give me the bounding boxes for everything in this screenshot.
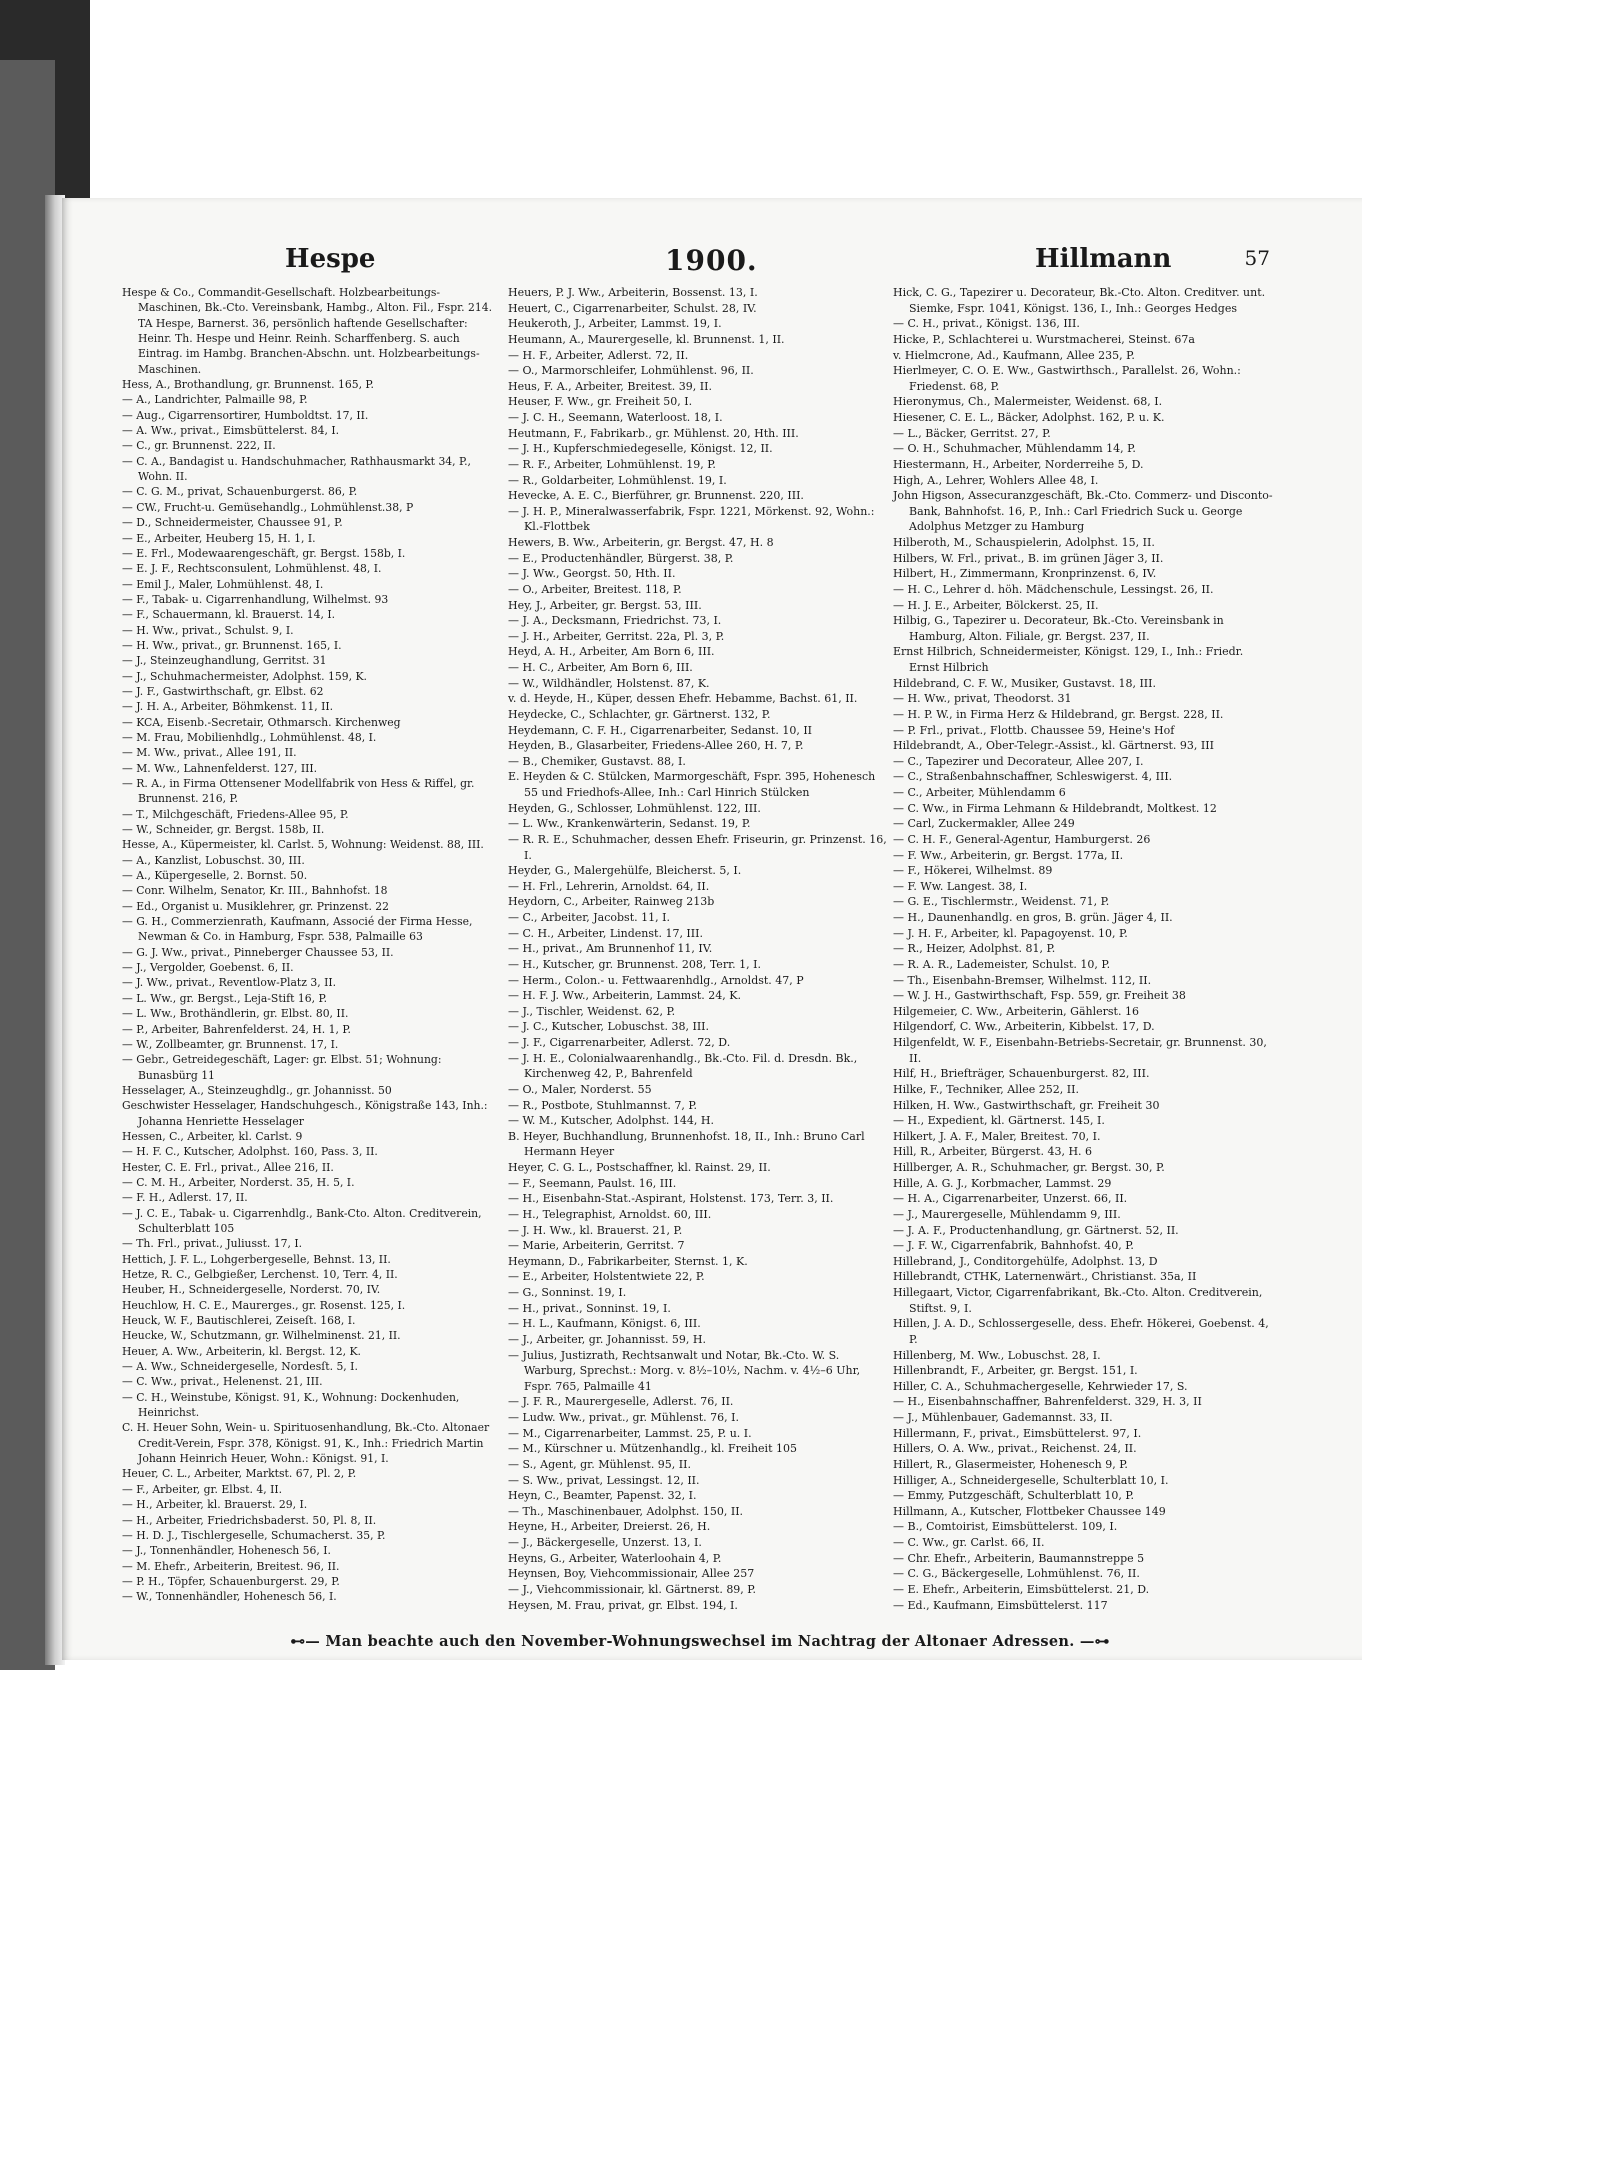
directory-entry: — H. A., Cigarrenarbeiter, Unzerst. 66, II. — [893, 1192, 1128, 1206]
directory-entry: — J., Maurergeselle, Mühlendamm 9, III. — [893, 1207, 1121, 1221]
directory-entry: — F., Arbeiter, gr. Elbst. 4, II. — [122, 1482, 283, 1496]
directory-entry: — P., Arbeiter, Bahrenfelderst. 24, H. 1, P. — [122, 1022, 351, 1036]
directory-entry: Heuer, A. Ww., Arbeiterin, kl. Bergst. 12, K. — [122, 1344, 361, 1358]
directory-entry: Hessen, C., Arbeiter, kl. Carlst. 9 — [122, 1129, 303, 1143]
directory-entry: Heynsen, Boy, Viehcommissionair, Allee 257 — [508, 1567, 755, 1581]
directory-entry: — J. H. A., Arbeiter, Böhmkenst. 11, II. — [122, 700, 334, 714]
directory-entry: — F. Ww. Langest. 38, I. — [893, 879, 1028, 893]
directory-entry: — H. J. E., Arbeiter, Bölckerst. 25, II. — [893, 598, 1099, 612]
directory-entry: Hilbig, G., Tapezirer u. Decorateur, Bk.-Cto. Vereinsbank in Hamburg, Alton. Filiale, gr. Bergst. 237, II. — [893, 614, 1224, 643]
directory-entry: — J. H. P., Mineralwasserfabrik, Fspr. 1221, Mörkenst. 92, Wohn.: Kl.-Flottbek — [508, 504, 875, 534]
directory-entry: — F. Ww., Arbeiterin, gr. Bergst. 177a, II. — [893, 848, 1124, 862]
directory-entry: Hilgendorf, C. Ww., Arbeiterin, Kibbelst. 17, D. — [893, 1020, 1155, 1034]
directory-entry: Hesse, A., Küpermeister, kl. Carlst. 5, Wohnung: Weidenst. 88, III. — [122, 838, 484, 852]
directory-entry: — L. Ww., gr. Bergst., Leja-Stift 16, P. — [122, 991, 327, 1005]
directory-entry: Hettich, J. F. L., Lohgerbergeselle, Behnst. 13, II. — [122, 1252, 391, 1266]
directory-entry: — M., Cigarrenarbeiter, Lammst. 25, P. u. I. — [508, 1426, 752, 1440]
directory-entry: Heyn, C., Beamter, Papenst. 32, I. — [508, 1489, 697, 1503]
directory-entry: — C., Tapezirer und Decorateur, Allee 207, I. — [893, 754, 1144, 768]
directory-entry: — Gebr., Getreidegeschäft, Lager: gr. Elbst. 51; Wohnung: Bunasbürg 11 — [122, 1053, 442, 1082]
directory-entry: Hiller, C. A., Schuhmachergeselle, Kehrwieder 17, S. — [893, 1379, 1188, 1393]
directory-entry: — Emmy, Putzgeschäft, Schulterblatt 10, P. — [893, 1489, 1135, 1503]
directory-entry: — B., Chemiker, Gustavst. 88, I. — [508, 754, 686, 768]
directory-entry: — H., Arbeiter, kl. Brauerst. 29, I. — [122, 1498, 308, 1512]
directory-entry: — H., Telegraphist, Arnoldst. 60, III. — [508, 1207, 712, 1221]
directory-entry: — W., Schneider, gr. Bergst. 158b, II. — [122, 823, 325, 837]
directory-entry: — J., Steinzeughandlung, Gerritst. 31 — [122, 654, 327, 668]
directory-entry: — A., Landrichter, Palmaille 98, P. — [122, 393, 308, 407]
directory-entry: — R., Goldarbeiter, Lohmühlenst. 19, I. — [508, 473, 727, 487]
directory-entry: — R. F., Arbeiter, Lohmühlenst. 19, P. — [508, 457, 716, 471]
directory-entry: — M. Frau, Mobilienhdlg., Lohmühlenst. 48, I. — [122, 730, 377, 744]
directory-entry: Hesselager, A., Steinzeughdlg., gr. Johannisst. 50 — [122, 1083, 392, 1097]
directory-entry: Hilliger, A., Schneidergeselle, Schulterblatt 10, I. — [893, 1473, 1169, 1487]
directory-entry: — C. M. H., Arbeiter, Norderst. 35, H. 5, I. — [122, 1175, 355, 1189]
directory-entry: — C. G., Bäckergeselle, Lohmühlenst. 76, II. — [893, 1567, 1140, 1581]
directory-entry: Heyden, G., Schlosser, Lohmühlenst. 122, III. — [508, 801, 761, 815]
directory-entry: — G. H., Commerzienrath, Kaufmann, Associé der Firma Hesse, Newman & Co. in Hamburg, Fspr. 538, Palmaille 63 — [122, 915, 473, 944]
directory-entry: Heyne, H., Arbeiter, Dreierst. 26, H. — [508, 1520, 711, 1534]
directory-entry: — H. F. J. Ww., Arbeiterin, Lammst. 24, K. — [508, 989, 741, 1003]
directory-entry: Heucke, W., Schutzmann, gr. Wilhelminenst. 21, II. — [122, 1329, 401, 1343]
directory-entry: — Julius, Justizrath, Rechtsanwalt und Notar, Bk.-Cto. W. S. Warburg, Sprechst.: Morg. v. 8½–10½, Nachm. v. 4½–6 Uhr, Fspr. 765, Palmaille 41 — [508, 1348, 861, 1393]
directory-entry: — C. Ww., in Firma Lehmann & Hildebrandt, Moltkest. 12 — [893, 801, 1217, 815]
directory-entry: — C. Ww., gr. Carlst. 66, II. — [893, 1536, 1045, 1549]
column-2 — [508, 285, 888, 1613]
directory-entry: — M. Ww., privat., Allee 191, II. — [122, 746, 297, 760]
directory-entry: — M., Kürschner u. Mützenhandlg., kl. Freiheit 105 — [508, 1442, 797, 1456]
directory-entry: — H., privat., Sonninst. 19, I. — [508, 1301, 671, 1315]
directory-entry: — G. E., Tischlermstr., Weidenst. 71, P. — [893, 895, 1110, 909]
directory-entry: — Chr. Ehefr., Arbeiterin, Baumannstreppe 5 — [893, 1551, 1145, 1565]
directory-entry: — R. A., in Firma Ottensener Modellfabrik von Hess & Riffel, gr. Brunnenst. 216, P. — [122, 777, 475, 806]
directory-entry: John Higson, Assecuranzgeschäft, Bk.-Cto. Commerz- und Disconto-Bank, Bahnhofst. 16, P., Inh.: Carl Friedrich Suck u. George Adolphus Metzger zu Hamburg — [893, 489, 1273, 534]
directory-entry: Hillermann, F., privat., Eimsbüttelerst. 97, I. — [893, 1426, 1142, 1440]
directory-entry: — H. D. J., Tischlergeselle, Schumacherst. 35, P. — [122, 1528, 386, 1542]
directory-entry: — H., Daunenhandlg. en gros, B. grün. Jäger 4, II. — [893, 911, 1173, 924]
directory-entry: — J. F., Cigarrenarbeiter, Adlerst. 72, D. — [508, 1036, 731, 1049]
directory-entry: — A., Kanzlist, Lobuschst. 30, III. — [122, 853, 305, 867]
directory-entry: — E. J. F., Rechtsconsulent, Lohmühlenst. 48, I. — [122, 562, 382, 576]
directory-entry: — C. H., privat., Königst. 136, III. — [893, 317, 1080, 331]
directory-entry: — J., Bäckergeselle, Unzerst. 13, I. — [508, 1536, 702, 1549]
directory-entry: E. Heyden & C. Stülcken, Marmorgeschäft, Fspr. 395, Hohenesch 55 und Friedhofs-Allee, Inh.: Carl Hinrich Stülcken — [508, 770, 876, 799]
directory-entry: Hilgenfeldt, W. F., Eisenbahn-Betriebs-Secretair, gr. Brunnenst. 30, II. — [893, 1036, 1267, 1065]
directory-entry: — M. Ww., Lahnenfelderst. 127, III. — [122, 761, 318, 775]
directory-entry: — H. Ww., privat., gr. Brunnenst. 165, I. — [122, 638, 342, 652]
directory-entry: — F., Schauermann, kl. Brauerst. 14, I. — [122, 608, 336, 622]
directory-entry: — J. A., Decksmann, Friedrichst. 73, I. — [508, 614, 722, 628]
directory-entry: — J. H., Kupferschmiedegeselle, Königst. 12, II. — [508, 442, 773, 456]
directory-entry: — R. A. R., Lademeister, Schulst. 10, P. — [893, 957, 1111, 971]
directory-entry: — J. F., Gastwirthschaft, gr. Elbst. 62 — [122, 684, 324, 698]
directory-entry: — O., Maler, Norderst. 55 — [508, 1082, 652, 1096]
directory-entry: — E., Productenhändler, Bürgerst. 38, P. — [508, 551, 734, 565]
directory-entry: — F., Seemann, Paulst. 16, III. — [508, 1176, 677, 1190]
directory-entry: — Th., Maschinenbauer, Adolphst. 150, II. — [508, 1504, 744, 1518]
directory-entry: Hillegaart, Victor, Cigarrenfabrikant, Bk.-Cto. Alton. Creditverein, Stiftst. 9, I. — [893, 1286, 1263, 1315]
directory-entry: — J. C., Kutscher, Lobuschst. 38, III. — [508, 1020, 710, 1034]
directory-entry: — L. Ww., Brothändlerin, gr. Elbst. 80, II. — [122, 1007, 349, 1021]
directory-entry: — J. H. F., Arbeiter, kl. Papagoyenst. 10, P. — [893, 926, 1128, 940]
directory-entry: Hillebrandt, CTHK, Laternenwärt., Christianst. 35a, II — [893, 1270, 1197, 1284]
directory-entry: Heuser, F. Ww., gr. Freiheit 50, I. — [508, 395, 693, 409]
directory-entry: — B., Comtoirist, Eimsbüttelerst. 109, I. — [893, 1520, 1118, 1534]
directory-entry: — H., Arbeiter, Friedrichsbaderst. 50, Pl. 8, II. — [122, 1513, 377, 1527]
directory-entry: — Aug., Cigarrensortirer, Humboldtst. 17, II. — [122, 408, 369, 422]
directory-entry: — Carl, Zuckermakler, Allee 249 — [893, 817, 1075, 831]
header-left-keyword: Hespe — [285, 244, 376, 274]
directory-entry: Hilkert, J. A. F., Maler, Breitest. 70, I. — [893, 1129, 1101, 1143]
directory-entry: Hilbers, W. Frl., privat., B. im grünen Jäger 3, II. — [893, 551, 1164, 565]
directory-entry: — J., Arbeiter, gr. Johannisst. 59, H. — [508, 1332, 707, 1346]
directory-entry: — C., Arbeiter, Mühlendamm 6 — [893, 786, 1066, 799]
directory-entry: — A. Ww., privat., Eimsbüttelerst. 84, I. — [122, 424, 340, 438]
directory-entry: — H. Frl., Lehrerin, Arnoldst. 64, II. — [508, 879, 710, 893]
directory-entry: Hildebrandt, A., Ober-Telegr.-Assist., kl. Gärtnerst. 93, III — [893, 739, 1214, 753]
directory-entry: — E. Ehefr., Arbeiterin, Eimsbüttelerst. 21, D. — [893, 1582, 1150, 1596]
page-header — [120, 244, 1270, 278]
directory-entry: — P. H., Töpfer, Schauenburgerst. 29, P. — [122, 1574, 340, 1588]
directory-entry: Hilf, H., Briefträger, Schauenburgerst. 82, III. — [893, 1067, 1150, 1081]
directory-entry: Hille, A. G. J., Korbmacher, Lammst. 29 — [893, 1176, 1112, 1190]
directory-entry: — Marie, Arbeiterin, Gerritst. 7 — [508, 1239, 685, 1253]
directory-entry: — C., Straßenbahnschaffner, Schleswigerst. 4, III. — [893, 770, 1173, 784]
directory-entry: — G. J. Ww., privat., Pinneberger Chaussee 53, II. — [122, 945, 394, 959]
footer-ornament-left: ⊷— — [290, 1633, 321, 1650]
directory-entry: — R., Heizer, Adolphst. 81, P. — [893, 942, 1056, 956]
directory-entry: — H., Eisenbahn-Stat.-Aspirant, Holstenst. 173, Terr. 3, II. — [508, 1192, 834, 1206]
directory-entry: B. Heyer, Buchhandlung, Brunnenhofst. 18, II., Inh.: Bruno Carl Hermann Heyer — [508, 1129, 865, 1159]
directory-entry: Heuert, C., Cigarrenarbeiter, Schulst. 28, IV. — [508, 301, 757, 315]
directory-entry: — C. H. F., General-Agentur, Hamburgerst. 26 — [893, 832, 1151, 846]
directory-entry: — E. Frl., Modewaarengeschäft, gr. Bergst. 158b, I. — [122, 546, 406, 560]
directory-entry: Hill, R., Arbeiter, Bürgerst. 43, H. 6 — [893, 1145, 1093, 1159]
directory-entry: Hiestermann, H., Arbeiter, Norderreihe 5, D. — [893, 457, 1144, 471]
directory-entry: — J., Tischler, Weidenst. 62, P. — [508, 1004, 676, 1018]
directory-entry: Hieronymus, Ch., Malermeister, Weidenst. 68, I. — [893, 395, 1163, 409]
directory-entry: C. H. Heuer Sohn, Wein- u. Spirituosenhandlung, Bk.-Cto. Altonaer Credit-Verein, Fspr. 378, Königst. 91, K., Inh.: Friedrich Martin Johann Heinrich Heuer, Wohn.: Königst. 91, I. — [122, 1421, 490, 1466]
directory-entry: Heyd, A. H., Arbeiter, Am Born 6, III. — [508, 645, 715, 659]
directory-entry: Hilberoth, M., Schauspielerin, Adolphst. 15, II. — [893, 536, 1155, 549]
directory-entry: Hillmann, A., Kutscher, Flottbeker Chaussee 149 — [893, 1504, 1166, 1518]
directory-entry: Hierlmeyer, C. O. E. Ww., Gastwirthsch., Parallelst. 26, Wohn.: Friedenst. 68, P. — [893, 364, 1241, 393]
directory-entry: Heymann, D., Fabrikarbeiter, Sternst. 1, K. — [508, 1254, 748, 1268]
directory-entry: — W. M., Kutscher, Adolphst. 144, H. — [508, 1114, 714, 1128]
directory-entry: Heyden, B., Glasarbeiter, Friedens-Allee 260, H. 7, P. — [508, 739, 804, 753]
directory-entry: Hespe & Co., Commandit-Gesellschaft. Holzbearbeitungs-Maschinen, Bk.-Cto. Vereinsbank, Hambg., Alton. Fil., Fspr. 214. TA Hespe, Barnerst. 36, persönlich haftende Gesellschafter: Heinr. Th. Hespe und Heinr. Reinh. Scharffenberg. S. auch Eintrag. im Hambg. Branchen-Abschn. unt. Holzbearbeitungs-Maschinen. — [122, 286, 493, 376]
directory-entry: — P. Frl., privat., Flottb. Chaussee 59, Heine's Hof — [893, 723, 1175, 737]
directory-entry: Hevecke, A. E. C., Bierführer, gr. Brunnenst. 220, III. — [508, 489, 804, 503]
directory-entry: — C. G. M., privat, Schauenburgerst. 86, P. — [122, 485, 358, 499]
directory-entry: Heuer, C. L., Arbeiter, Marktst. 67, Pl. 2, P. — [122, 1467, 357, 1481]
directory-entry: Hicke, P., Schlachterei u. Wurstmacherei, Steinst. 67a — [893, 332, 1195, 346]
directory-entry: Heysen, M. Frau, privat, gr. Elbst. 194, I. — [508, 1598, 738, 1612]
directory-entry: — H. C., Arbeiter, Am Born 6, III. — [508, 661, 693, 674]
directory-entry: — A., Küpergeselle, 2. Bornst. 50. — [122, 869, 308, 883]
directory-entry: — O. H., Schuhmacher, Mühlendamm 14, P. — [893, 442, 1136, 456]
directory-entry: Hick, C. G., Tapezirer u. Decorateur, Bk.-Cto. Alton. Creditver. unt. Siemke, Fspr. 1041, Königst. 136, I., Inh.: Georges Hedges — [893, 286, 1266, 315]
directory-entry: — W. J. H., Gastwirthschaft, Fsp. 559, gr. Freiheit 38 — [893, 989, 1186, 1003]
directory-entry: — R., Postbote, Stuhlmannst. 7, P. — [508, 1098, 698, 1112]
directory-entry: Ernst Hilbrich, Schneidermeister, Königst. 129, I., Inh.: Friedr. Ernst Hilbrich — [893, 645, 1244, 674]
directory-entry: — F., Hökerei, Wilhelmst. 89 — [893, 864, 1053, 878]
directory-entry: — Emil J., Maler, Lohmühlenst. 48, I. — [122, 577, 324, 591]
directory-entry: — A. Ww., Schneidergeselle, Nordesſt. 5, I. — [122, 1360, 358, 1374]
directory-entry: — S. Ww., privat, Lessingst. 12, II. — [508, 1473, 700, 1487]
directory-entry: — J. C. H., Seemann, Waterloost. 18, I. — [508, 411, 723, 424]
directory-entry: Hey, J., Arbeiter, gr. Bergst. 53, III. — [508, 598, 702, 612]
directory-entry: Heuber, H., Schneidergeselle, Norderst. 70, IV. — [122, 1283, 381, 1297]
directory-entry: — O., Arbeiter, Breitest. 118, P. — [508, 582, 682, 596]
directory-entry: Hillen, J. A. D., Schlossergeselle, dess. Ehefr. Hökerei, Goebenst. 4, P. — [893, 1317, 1269, 1346]
directory-entry: — H. P. W., in Firma Herz & Hildebrand, gr. Bergst. 228, II. — [893, 707, 1224, 721]
directory-entry: Heuers, P. J. Ww., Arbeiterin, Bossenst. 13, I. — [508, 286, 758, 299]
header-year: 1900. — [665, 244, 758, 277]
directory-entry: Hilken, H. Ww., Gastwirthschaft, gr. Freiheit 30 — [893, 1098, 1160, 1112]
directory-entry: — KCA, Eisenb.-Secretair, Othmarsch. Kirchenweg — [122, 715, 401, 729]
directory-entry: Hetze, R. C., Gelbgießer, Lerchenst. 10, Terr. 4, II. — [122, 1268, 398, 1281]
directory-entry: Heukeroth, J., Arbeiter, Lammst. 19, I. — [508, 317, 722, 331]
directory-entry: — J. H., Arbeiter, Gerritst. 22a, Pl. 3, P. — [508, 629, 725, 643]
directory-entry: Heuck, W. F., Bautischlerei, Zeiseſt. 168, I. — [122, 1314, 356, 1328]
directory-entry: — C. A., Bandagist u. Handschuhmacher, Rathhausmarkt 34, P., Wohn. II. — [122, 454, 471, 484]
directory-entry: — J. F. W., Cigarrenfabrik, Bahnhofst. 40, P. — [893, 1239, 1134, 1253]
directory-entry: — J., Vergolder, Goebenst. 6, II. — [122, 961, 294, 975]
directory-entry: Hess, A., Brothandlung, gr. Brunnenst. 165, P. — [122, 378, 374, 392]
directory-entry: — L. Ww., Krankenwärterin, Sedanst. 19, P. — [508, 817, 751, 831]
directory-entry: — H., privat., Am Brunnenhof 11, IV. — [508, 942, 713, 956]
directory-entry: — H. Ww., privat., Schulst. 9, I. — [122, 623, 294, 637]
directory-entry: High, A., Lehrer, Wohlers Allee 48, I. — [893, 473, 1099, 487]
directory-entry: Heydorn, C., Arbeiter, Rainweg 213b — [508, 895, 715, 909]
directory-entry: Hillebrand, J., Conditorgehülfe, Adolphst. 13, D — [893, 1254, 1158, 1268]
directory-entry: — C., gr. Brunnenst. 222, II. — [122, 439, 276, 453]
directory-entry: Heyns, G., Arbeiter, Waterloohain 4, P. — [508, 1551, 722, 1565]
directory-entry: Geschwister Hesselager, Handschuhgesch., Königstraße 143, Inh.: Johanna Henriette Hesselager — [122, 1099, 488, 1128]
page-number: 57 — [1244, 246, 1270, 270]
directory-entry: — Th., Eisenbahn-Bremser, Wilhelmst. 112, II. — [893, 973, 1152, 987]
directory-entry: — H. Ww., privat, Theodorst. 31 — [893, 692, 1072, 706]
directory-entry: Heyer, C. G. L., Postschaffner, kl. Rainst. 29, II. — [508, 1161, 771, 1174]
directory-entry: — H., Expedient, kl. Gärtnerst. 145, I. — [893, 1114, 1105, 1128]
directory-entry: — E., Arbeiter, Holstentwiete 22, P. — [508, 1270, 705, 1284]
directory-entry: — W., Zollbeamter, gr. Brunnenst. 17, I. — [122, 1037, 339, 1051]
directory-entry: — E., Arbeiter, Heuberg 15, H. 1, I. — [122, 531, 316, 545]
directory-entry: Heus, F. A., Arbeiter, Breitest. 39, II. — [508, 379, 712, 393]
directory-entry: — Ed., Kaufmann, Eimsbüttelerst. 117 — [893, 1598, 1108, 1612]
directory-entry: Hillenbrandt, F., Arbeiter, gr. Bergst. 151, I. — [893, 1364, 1138, 1378]
directory-entry: Heuchlow, H. C. E., Maurerges., gr. Rosenst. 125, I. — [122, 1298, 406, 1312]
directory-entry: — J. Ww., privat., Reventlow-Platz 3, II. — [122, 976, 337, 990]
directory-entry: — Ed., Organist u. Musiklehrer, gr. Prinzenst. 22 — [122, 899, 390, 913]
directory-entry: Heutmann, F., Fabrikarb., gr. Mühlenst. 20, Hth. III. — [508, 426, 799, 440]
footer-text: Man beachte auch den November-Wohnungswechsel im Nachtrag der Altonaer Adressen. — [325, 1633, 1075, 1650]
directory-entry: Hiesener, C. E. L., Bäcker, Adolphst. 162, P. u. K. — [893, 411, 1165, 424]
directory-entry: — J. H. E., Colonialwaarenhandlg., Bk.-Cto. Fil. d. Dresdn. Bk., Kirchenweg 42, P., Bahrenfeld — [508, 1051, 858, 1081]
directory-entry: — J. F. R., Maurergeselle, Adlerst. 76, II. — [508, 1395, 734, 1409]
directory-entry: — Conr. Wilhelm, Senator, Kr. III., Bahnhofst. 18 — [122, 884, 388, 898]
directory-entry: — O., Marmorschleifer, Lohmühlenst. 96, II. — [508, 364, 754, 378]
directory-entry: Hester, C. E. Frl., privat., Allee 216, II. — [122, 1160, 334, 1174]
directory-entry: — W., Tonnenhändler, Hohenesch 56, I. — [122, 1590, 337, 1604]
directory-entry: — L., Bäcker, Gerritst. 27, P. — [893, 426, 1051, 440]
directory-entry: — H. L., Kaufmann, Königst. 6, III. — [508, 1317, 701, 1331]
directory-entry: Hewers, B. Ww., Arbeiterin, gr. Bergst. 47, H. 8 — [508, 536, 774, 549]
directory-entry: — H., Kutscher, gr. Brunnenst. 208, Terr. 1, I. — [508, 957, 761, 971]
directory-entry: — CW., Frucht-u. Gemüsehandlg., Lohmühlenst.38, P — [122, 500, 414, 514]
directory-entry: — W., Wildhändler, Holstenst. 87, K. — [508, 676, 710, 690]
directory-entry: — J. H. Ww., kl. Brauerst. 21, P. — [508, 1223, 683, 1237]
directory-entry: — C., Arbeiter, Jacobst. 11, I. — [508, 911, 670, 924]
directory-entry: Hillers, O. A. Ww., privat., Reichenst. 24, II. — [893, 1442, 1137, 1456]
directory-entry: — C. H., Weinstube, Königst. 91, K., Wohnung: Dockenhuden, Heinrichst. — [122, 1390, 460, 1420]
directory-entry: Hillenberg, M. Ww., Lobuschst. 28, I. — [893, 1348, 1101, 1362]
directory-entry: — H. F., Arbeiter, Adlerst. 72, II. — [508, 348, 689, 362]
directory-entry: Hillert, R., Glasermeister, Hohenesch 9, P. — [893, 1457, 1128, 1471]
directory-entry: — M. Ehefr., Arbeiterin, Breitest. 96, II. — [122, 1559, 340, 1573]
directory-entry: v. d. Heyde, H., Küper, dessen Ehefr. Hebamme, Bachst. 61, II. — [508, 692, 858, 706]
directory-entry: — S., Agent, gr. Mühlenst. 95, II. — [508, 1457, 691, 1471]
directory-entry: v. Hielmcrone, Ad., Kaufmann, Allee 235, P. — [893, 348, 1135, 362]
directory-entry: Heydecke, C., Schlachter, gr. Gärtnerst. 132, P. — [508, 707, 771, 721]
directory-entry: — J. C. E., Tabak- u. Cigarrenhdlg., Bank-Cto. Alton. Creditverein, Schulterblatt 105 — [122, 1206, 482, 1235]
directory-entry: Heydemann, C. F. H., Cigarrenarbeiter, Sedanst. 10, II — [508, 723, 813, 737]
directory-entry: — J., Viehcommissionair, kl. Gärtnerst. 89, P. — [508, 1582, 756, 1596]
directory-entry: — G., Sonninst. 19, I. — [508, 1286, 627, 1299]
directory-entry: Hilgemeier, C. Ww., Arbeiterin, Gählerst. 16 — [893, 1004, 1139, 1018]
directory-entry: Heyder, G., Malergehülfe, Bleicherst. 5, I. — [508, 864, 742, 878]
directory-entry: Hildebrand, C. F. W., Musiker, Gustavst. 18, III. — [893, 676, 1156, 690]
directory-entry: — J., Schuhmachermeister, Adolphst. 159, K. — [122, 669, 367, 683]
column-1 — [122, 285, 502, 1605]
directory-entry: — C. Ww., privat., Helenenst. 21, III. — [122, 1375, 323, 1389]
directory-entry: Hillberger, A. R., Schuhmacher, gr. Bergst. 30, P. — [893, 1161, 1165, 1174]
directory-entry: — Herm., Colon.- u. Fettwaarenhdlg., Arnoldst. 47, P — [508, 973, 804, 987]
directory-entry: Hilke, F., Techniker, Allee 252, II. — [893, 1082, 1079, 1096]
directory-entry: — J., Tonnenhändler, Hohenesch 56, I. — [122, 1544, 331, 1558]
directory-entry: — D., Schneidermeister, Chaussee 91, P. — [122, 516, 343, 530]
directory-entry: Heumann, A., Maurergeselle, kl. Brunnenst. 1, II. — [508, 332, 785, 346]
directory-entry: — Th. Frl., privat., Juliusst. 17, I. — [122, 1237, 303, 1251]
directory-entry: — T., Milchgeschäft, Friedens-Allee 95, P. — [122, 807, 349, 821]
directory-entry: Hilbert, H., Zimmermann, Kronprinzenst. 6, IV. — [893, 567, 1157, 581]
directory-entry: — Ludw. Ww., privat., gr. Mühlenst. 76, I. — [508, 1411, 739, 1424]
directory-entry: — F., Tabak- u. Cigarrenhandlung, Wilhelmst. 93 — [122, 592, 389, 606]
header-right-keyword: Hillmann — [1035, 244, 1172, 274]
directory-entry: — F. H., Adlerst. 17, II. — [122, 1191, 248, 1205]
footer-ornament-right: —⊶ — [1079, 1633, 1110, 1650]
directory-entry: — H. C., Lehrer d. höh. Mädchenschule, Lessingst. 26, II. — [893, 582, 1214, 596]
directory-entry: — J. A. F., Productenhandlung, gr. Gärtnerst. 52, II. — [893, 1223, 1179, 1237]
directory-entry: — H. F. C., Kutscher, Adolphst. 160, Pass. 3, II. — [122, 1145, 378, 1159]
directory-entry: — H., Eisenbahnschaffner, Bahrenfelderst. 329, H. 3, II — [893, 1395, 1202, 1409]
footer-note — [225, 1633, 1175, 1650]
directory-entry: — C. H., Arbeiter, Lindenst. 17, III. — [508, 926, 703, 940]
directory-entry: — J., Mühlenbauer, Gademannst. 33, II. — [893, 1411, 1113, 1424]
directory-entry: — J. Ww., Georgst. 50, Hth. II. — [508, 567, 676, 581]
directory-entry: — R. R. E., Schuhmacher, dessen Ehefr. Friseurin, gr. Prinzenst. 16, I. — [508, 832, 887, 862]
column-3 — [893, 285, 1273, 1613]
